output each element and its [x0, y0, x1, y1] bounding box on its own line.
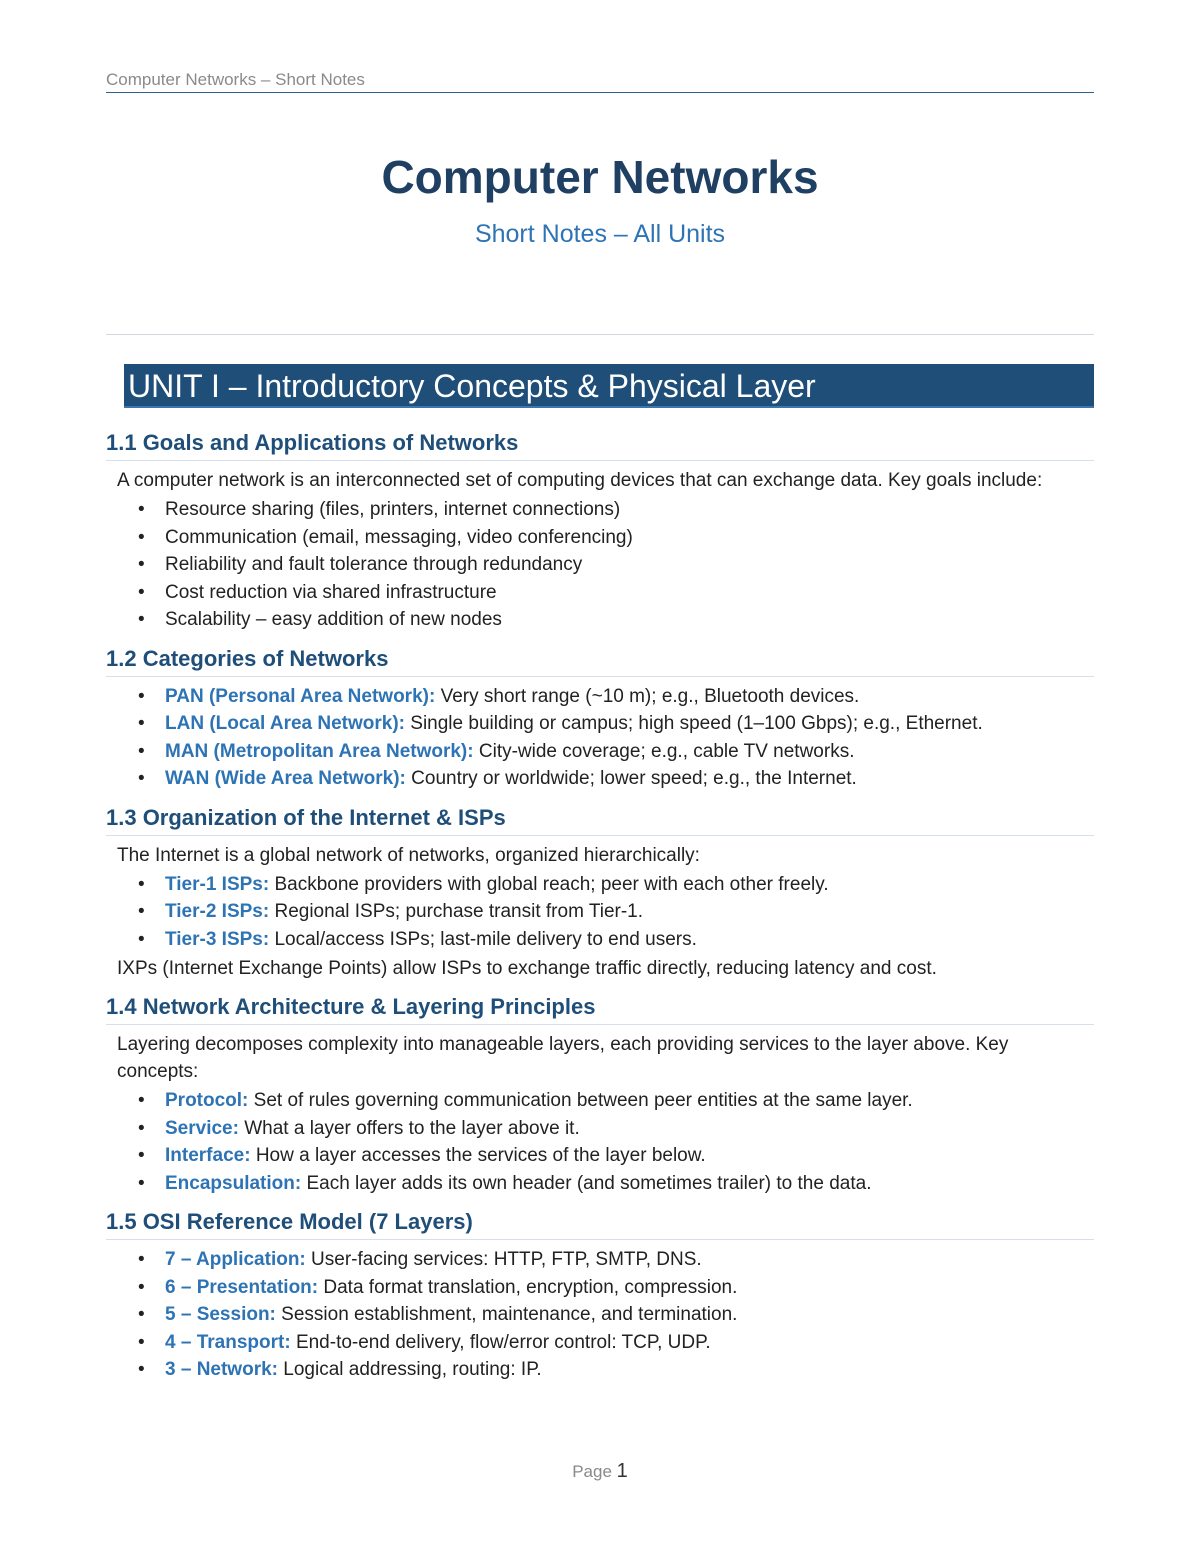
- document-title: Computer Networks: [381, 151, 819, 203]
- item-text: Reliability and fault tolerance through redundancy: [165, 554, 583, 575]
- item-term: 3 – Network:: [165, 1359, 278, 1380]
- list-item: [138, 926, 1094, 954]
- list-item: [138, 683, 1094, 711]
- list-item: [138, 551, 1094, 579]
- list-item: [138, 1246, 1094, 1274]
- bullet-icon: •: [138, 928, 145, 950]
- bullet-list: [106, 871, 1094, 954]
- item-term: LAN (Local Area Network):: [165, 713, 405, 734]
- bullet-icon: •: [138, 609, 145, 630]
- bullet-icon: •: [138, 1249, 145, 1270]
- list-item: [138, 524, 1094, 552]
- bullet-list: [106, 1087, 1094, 1197]
- bullet-icon: •: [138, 581, 145, 603]
- bullet-icon: •: [138, 554, 145, 575]
- bullet-icon: •: [138, 526, 145, 548]
- bullet-icon: •: [138, 713, 145, 734]
- list-item: [138, 765, 1094, 793]
- bullet-icon: •: [138, 1172, 145, 1194]
- section-heading: 1.1 Goals and Applications of Networks: [106, 428, 1094, 461]
- item-term: Tier-3 ISPs:: [165, 928, 270, 950]
- section: [106, 1207, 1094, 1384]
- section-intro: The Internet is a global network of networks, organized hierarchically:: [117, 844, 700, 866]
- item-text: User-facing services: HTTP, FTP, SMTP, DNS.: [311, 1249, 702, 1270]
- list-item: [138, 871, 1094, 899]
- section: [106, 992, 1094, 1197]
- bullet-icon: •: [138, 1304, 145, 1325]
- title-divider: [106, 334, 1094, 335]
- bullet-icon: •: [138, 499, 145, 520]
- item-text: End-to-end delivery, flow/error control: TCP, UDP.: [295, 1331, 711, 1353]
- item-term: 6 – Presentation:: [165, 1276, 319, 1298]
- list-item: [138, 1274, 1094, 1302]
- section-heading: 1.2 Categories of Networks: [106, 644, 1094, 677]
- list-item: [138, 1087, 1094, 1115]
- item-text: Data format translation, encryption, compression.: [323, 1276, 738, 1298]
- bullet-icon: •: [138, 768, 145, 789]
- bullet-list: [106, 1246, 1094, 1384]
- item-text: Regional ISPs; purchase transit from Tier-1.: [274, 901, 644, 922]
- item-text: Set of rules governing communication between peer entities at the same layer.: [253, 1090, 913, 1111]
- section: [106, 644, 1094, 793]
- item-text: Country or worldwide; lower speed; e.g., the Internet.: [411, 768, 857, 789]
- item-text: How a layer accesses the services of the layer below.: [255, 1145, 706, 1166]
- bullet-list: [106, 683, 1094, 793]
- list-item: [138, 1329, 1094, 1357]
- bullet-icon: •: [138, 685, 145, 707]
- document-subtitle: Short Notes – All Units: [474, 220, 726, 248]
- notes-content: [106, 428, 1094, 1394]
- item-term: 4 – Transport:: [165, 1331, 291, 1353]
- list-item: [138, 710, 1094, 738]
- list-item: [138, 1356, 1094, 1384]
- item-term: Protocol:: [165, 1090, 249, 1111]
- bullet-icon: •: [138, 1359, 145, 1380]
- section-heading: 1.3 Organization of the Internet & ISPs: [106, 803, 1094, 836]
- bullet-icon: •: [138, 1145, 145, 1166]
- list-item: [138, 579, 1094, 607]
- section-intro: Layering decomposes complexity into manageable layers, each providing services to the layer above. Key concepts:: [117, 1034, 1009, 1082]
- item-text: Session establishment, maintenance, and termination.: [281, 1304, 738, 1325]
- bullet-icon: •: [138, 1090, 145, 1111]
- item-text: Backbone providers with global reach; peer with each other freely.: [274, 873, 829, 895]
- page-number: 1: [616, 1460, 628, 1482]
- bullet-icon: •: [138, 901, 145, 922]
- bullet-icon: •: [138, 740, 145, 762]
- section: [106, 428, 1094, 634]
- item-term: 5 – Session:: [165, 1304, 276, 1325]
- list-item: [138, 1142, 1094, 1170]
- list-item: [138, 898, 1094, 926]
- item-text: Very short range (~10 m); e.g., Bluetooth devices.: [440, 685, 860, 707]
- bullet-icon: •: [138, 873, 145, 895]
- item-term: Tier-1 ISPs:: [165, 873, 270, 895]
- list-item: [138, 1301, 1094, 1329]
- page-footer: [0, 1460, 1200, 1483]
- list-item: [138, 606, 1094, 634]
- item-term: Interface:: [165, 1145, 251, 1166]
- item-text: Resource sharing (files, printers, internet connections): [165, 499, 621, 520]
- running-header: Computer Networks – Short Notes: [106, 70, 1094, 93]
- list-item: [138, 1170, 1094, 1198]
- page-label: Page: [572, 1462, 612, 1481]
- item-text: Cost reduction via shared infrastructure: [165, 581, 497, 603]
- item-text: Scalability – easy addition of new nodes: [165, 609, 502, 630]
- item-term: PAN (Personal Area Network):: [165, 685, 436, 707]
- bullet-icon: •: [138, 1276, 145, 1298]
- item-term: MAN (Metropolitan Area Network):: [165, 740, 474, 762]
- bullet-list: [106, 496, 1094, 634]
- item-text: Logical addressing, routing: IP.: [283, 1359, 542, 1380]
- section-intro: A computer network is an interconnected set of computing devices that can exchange data. Key goals include:: [117, 470, 1043, 491]
- bullet-icon: •: [138, 1331, 145, 1353]
- item-text: Local/access ISPs; last-mile delivery to end users.: [274, 928, 697, 950]
- item-text: Single building or campus; high speed (1–100 Gbps); e.g., Ethernet.: [410, 713, 983, 734]
- item-term: WAN (Wide Area Network):: [165, 768, 406, 789]
- item-term: Tier-2 ISPs:: [165, 901, 270, 922]
- list-item: [138, 1115, 1094, 1143]
- item-text: City-wide coverage; e.g., cable TV networks.: [478, 740, 855, 762]
- item-text: Communication (email, messaging, video conferencing): [165, 526, 633, 548]
- list-item: [138, 738, 1094, 766]
- section-heading: 1.4 Network Architecture & Layering Principles: [106, 992, 1094, 1025]
- item-term: Service:: [165, 1117, 239, 1139]
- item-text: Each layer adds its own header (and sometimes trailer) to the data.: [306, 1172, 872, 1194]
- item-term: Encapsulation:: [165, 1172, 302, 1194]
- list-item: [138, 496, 1094, 524]
- bullet-icon: •: [138, 1117, 145, 1139]
- item-text: What a layer offers to the layer above it.: [244, 1117, 580, 1139]
- section-heading: 1.5 OSI Reference Model (7 Layers): [106, 1207, 1094, 1240]
- item-term: 7 – Application:: [165, 1249, 306, 1270]
- section-note: IXPs (Internet Exchange Points) allow ISPs to exchange traffic directly, reducing latency and cost.: [117, 958, 937, 979]
- section: [106, 803, 1094, 983]
- unit-banner: UNIT I – Introductory Concepts & Physical Layer: [124, 364, 1094, 408]
